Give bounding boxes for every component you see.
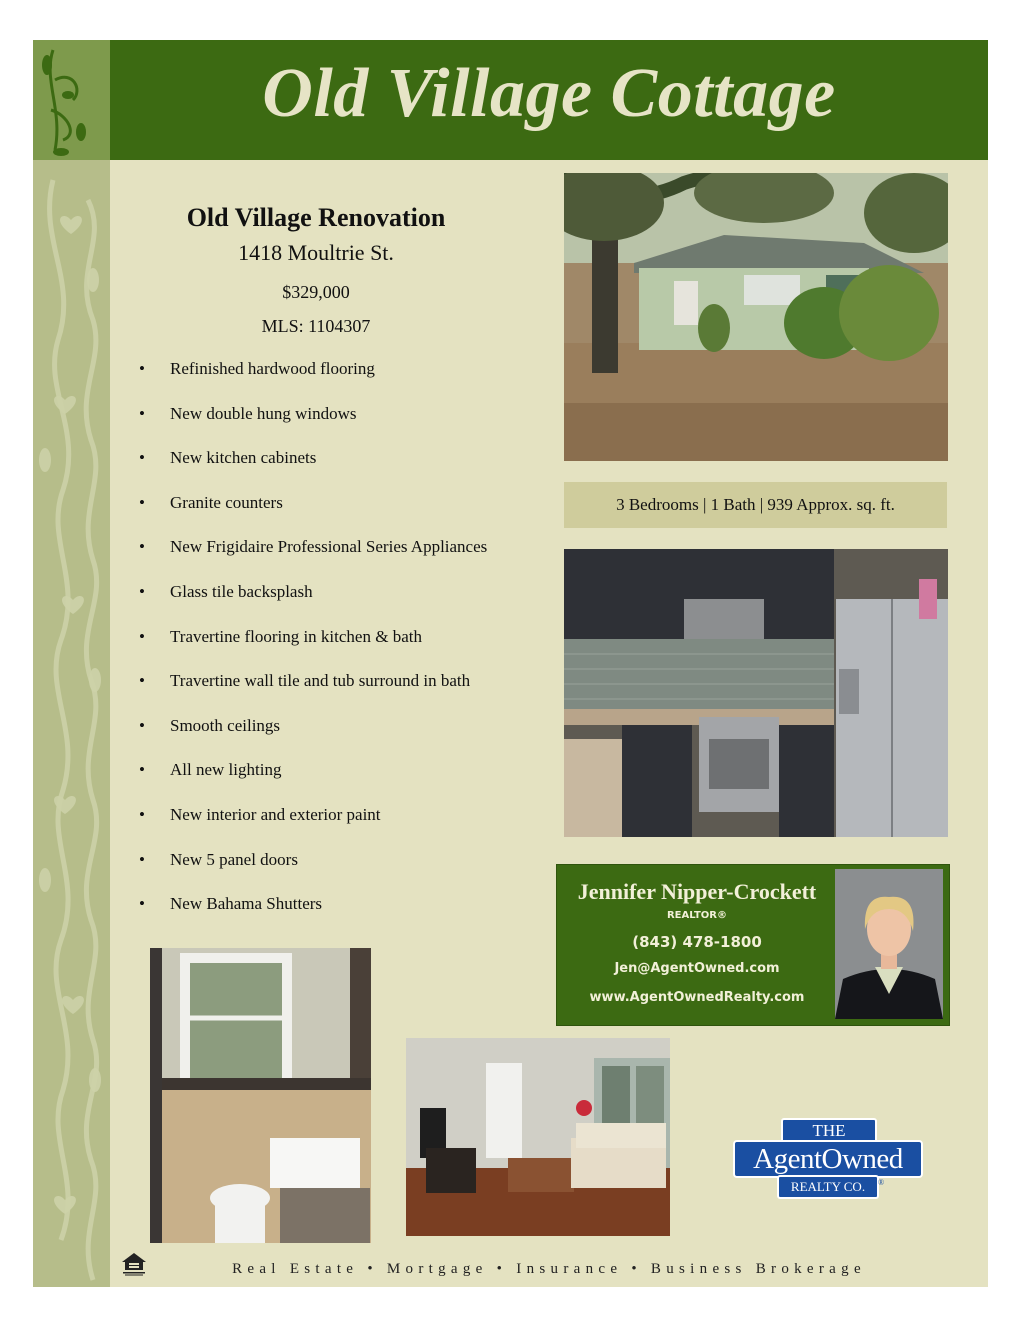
exterior-photo (564, 173, 948, 461)
bullet: • (139, 537, 145, 557)
list-item: • New kitchen cabinets (139, 448, 317, 468)
property-stats: 3 Bedrooms | 1 Bath | 939 Approx. sq. ft. (564, 482, 947, 528)
bullet: • (139, 671, 145, 691)
bullet: • (139, 849, 145, 869)
living-room-photo (406, 1038, 670, 1236)
list-item: • Glass tile backsplash (139, 581, 313, 601)
bullet: • (139, 492, 145, 512)
list-item: • Travertine flooring in kitchen & bath (139, 626, 422, 646)
bathroom-photo (150, 948, 371, 1243)
logo-main: AgentOwned (733, 1140, 923, 1178)
list-item: • Refinished hardwood flooring (139, 359, 375, 378)
bullet: • (139, 626, 145, 646)
list-item: • New interior and exterior paint (139, 804, 381, 824)
decorative-sidebar (33, 40, 110, 1287)
agent-phone: (843) 478-1800 (632, 933, 762, 951)
list-item: • New double hung windows (139, 403, 357, 423)
listing-price: $329,000 (282, 282, 350, 302)
logo-the: THE (781, 1118, 877, 1144)
title-banner (110, 40, 988, 160)
list-item: • New Bahama Shutters (139, 894, 323, 914)
listing-headline: Old Village Renovation (186, 203, 446, 232)
agent-title: REALTOR® (666, 910, 727, 921)
list-item: • Smooth ceilings (139, 715, 281, 735)
floral-pattern-icon (33, 40, 110, 1287)
kitchen-photo (564, 549, 948, 837)
bullet: • (139, 760, 145, 780)
agent-email: Jen@AgentOwned.com (614, 961, 780, 976)
list-item: • Granite counters (139, 492, 283, 512)
bullet: • (139, 448, 145, 468)
list-item: • New Frigidaire Professional Series Appliances (139, 537, 488, 557)
page-title: Old Village Cottage (262, 55, 836, 132)
list-item: • Travertine wall tile and tub surround in bath (139, 671, 471, 691)
agent-contact-card (556, 864, 950, 1026)
footer-services: Real Estate • Mortgage • Insurance • Business Brokerage (232, 1261, 866, 1277)
list-item: • All new lighting (139, 760, 282, 780)
agent-name: Jennifer Nipper-Crockett (577, 879, 817, 904)
listing-mls: MLS: 1104307 (261, 316, 371, 336)
logo-realty-co: REALTY CO. (777, 1175, 879, 1199)
flyer-page (33, 40, 988, 1287)
bullet: • (139, 715, 145, 735)
agent-website: www.AgentOwnedRealty.com (589, 990, 805, 1005)
bullet: • (139, 359, 145, 378)
feature-list (137, 358, 557, 938)
bullet: • (139, 581, 145, 601)
bullet: • (139, 894, 145, 914)
bullet: • (139, 804, 145, 824)
agent-photo (835, 869, 943, 1019)
list-item: • New 5 panel doors (139, 849, 298, 869)
agentowned-logo (733, 1115, 921, 1201)
listing-address: 1418 Moultrie St. (238, 240, 394, 265)
logo-registered-mark: ® (878, 1178, 885, 1187)
bullet: • (139, 403, 145, 423)
